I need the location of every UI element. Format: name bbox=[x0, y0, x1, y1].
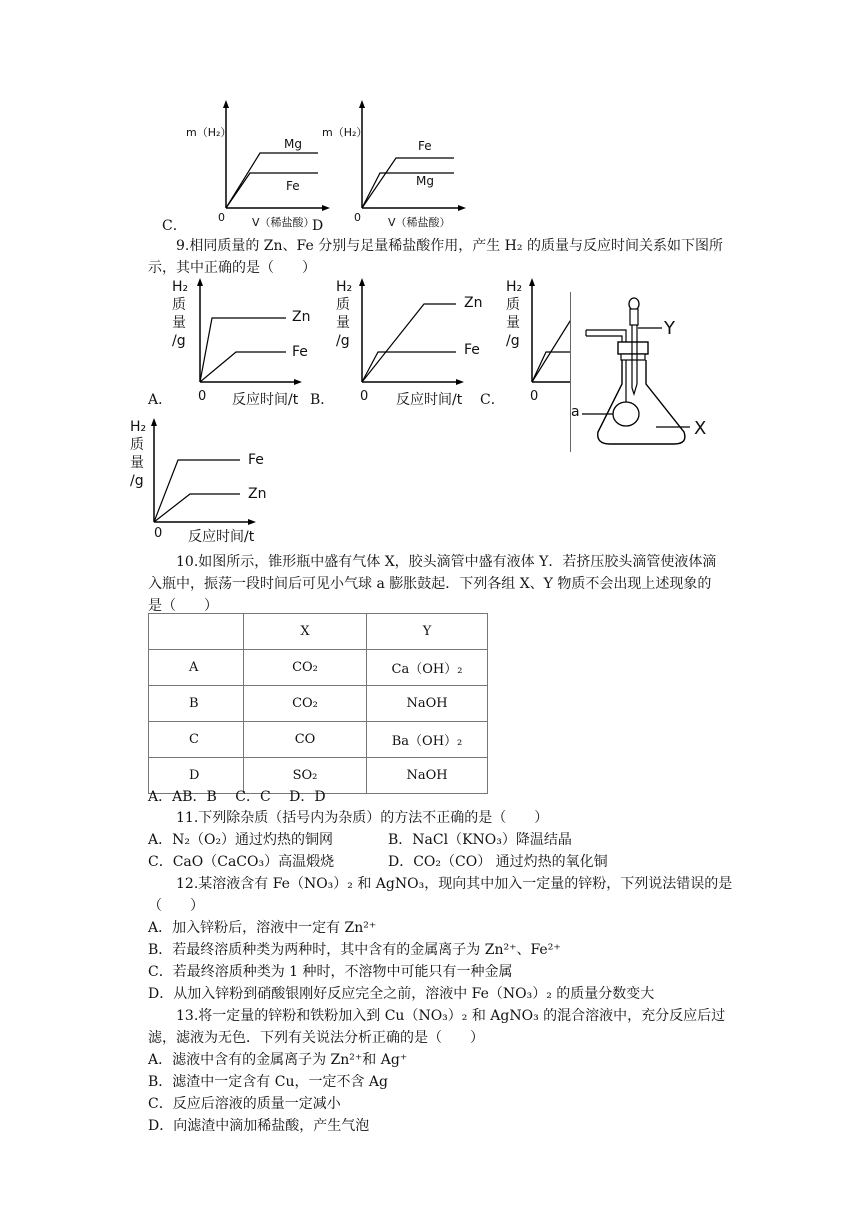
q9a-ylabel-zhi: 质 bbox=[172, 297, 186, 313]
table-cell: D bbox=[149, 758, 244, 794]
q9b-line-top: Zn bbox=[464, 295, 483, 311]
q10-answers: A．AB．B C．C D．D bbox=[148, 789, 326, 805]
q9a-xlabel: 反应时间/t bbox=[232, 392, 299, 408]
q8c-line-top: Mg bbox=[284, 137, 302, 151]
q10-table bbox=[148, 613, 488, 794]
q9c-ylabel-zhi: 质 bbox=[506, 297, 520, 313]
q9b-ylabel bbox=[336, 278, 352, 350]
table-header-cell bbox=[149, 614, 244, 650]
q8c-line-bottom: Fe bbox=[286, 179, 300, 193]
apparatus-y-label: Y bbox=[664, 318, 675, 339]
q9c-origin: 0 bbox=[530, 389, 539, 404]
q8-option-d: D bbox=[312, 218, 324, 234]
q9-stem-line2: 示，其中正确的是（ ） bbox=[148, 260, 316, 276]
q11-option-d: D．CO₂（CO） 通过灼热的氧化铜 bbox=[388, 854, 608, 870]
q9b-origin: 0 bbox=[360, 389, 369, 404]
q9a-origin: 0 bbox=[198, 389, 207, 404]
q11-option-c: C．CaO（CaCO₃）高温煅烧 bbox=[148, 854, 335, 870]
q8d-line-top: Fe bbox=[418, 139, 432, 153]
q9b-ylabel-g: /g bbox=[336, 333, 350, 349]
q8d-ylabel: m（H₂） bbox=[322, 126, 368, 139]
apparatus-figure bbox=[570, 292, 740, 452]
q9d-xlabel: 反应时间/t bbox=[188, 529, 255, 545]
q9d-ylabel-h2: H₂ bbox=[130, 419, 147, 435]
q10-stem-line2: 入瓶中，振荡一段时间后可见小气球 a 膨胀鼓起．下列各组 X、Y 物质不会出现上述现象的 bbox=[148, 576, 712, 592]
q9-option-b: B． bbox=[310, 392, 335, 408]
q9d-line-top: Fe bbox=[248, 452, 264, 468]
q9b-line-bottom: Fe bbox=[464, 342, 480, 358]
q8-graph-c bbox=[180, 98, 330, 230]
q13-stem-line1: 13.将一定量的锌粉和铁粉加入到 Cu（NO₃）₂ 和 AgNO₃ 的混合溶液中，充分反应后过 bbox=[176, 1008, 726, 1024]
table-cell: C bbox=[149, 722, 244, 758]
q9-graph-a-svg bbox=[166, 278, 316, 390]
q10-stem-line3: 是（ ） bbox=[148, 598, 218, 614]
q8d-xlabel: V（稀盐酸） bbox=[388, 216, 451, 229]
q9d-ylabel-liang: 量 bbox=[130, 455, 144, 471]
table-header-cell: Y bbox=[367, 614, 488, 650]
q13-option-a: A．滤液中含有的金属离子为 Zn²⁺和 Ag⁺ bbox=[148, 1052, 408, 1068]
table-cell: Ca（OH）₂ bbox=[367, 650, 488, 686]
table-row bbox=[149, 650, 488, 686]
table-cell: CO bbox=[244, 722, 367, 758]
q9b-ylabel-h2: H₂ bbox=[336, 279, 353, 295]
table-cell: CO₂ bbox=[244, 686, 367, 722]
q9c-ylabel-liang: 量 bbox=[506, 315, 520, 331]
q12-option-b: B．若最终溶质种类为两种时，其中含有的金属离子为 Zn²⁺、Fe²⁺ bbox=[148, 942, 561, 958]
table-cell: SO₂ bbox=[244, 758, 367, 794]
q8d-line-bottom: Mg bbox=[416, 174, 434, 188]
q13-option-b: B．滤渣中一定含有 Cu，一定不含 Ag bbox=[148, 1074, 388, 1090]
table-cell: Ba（OH）₂ bbox=[367, 722, 488, 758]
q9b-ylabel-liang: 量 bbox=[336, 315, 350, 331]
table-cell: B bbox=[149, 686, 244, 722]
table-row bbox=[149, 722, 488, 758]
q9c-ylabel bbox=[506, 278, 522, 350]
q9a-ylabel-liang: 量 bbox=[172, 315, 186, 331]
q13-option-c: C．反应后溶液的质量一定减小 bbox=[148, 1096, 341, 1112]
q12-stem-line2: （ ） bbox=[148, 898, 204, 914]
q9a-line-top: Zn bbox=[292, 309, 311, 325]
q9d-origin: 0 bbox=[154, 526, 163, 541]
q8-graph-d bbox=[316, 98, 466, 230]
q9c-ylabel-g: /g bbox=[506, 333, 520, 349]
q9a-ylabel-h2: H₂ bbox=[172, 279, 189, 295]
q9a-ylabel bbox=[172, 278, 188, 350]
apparatus-svg bbox=[570, 292, 740, 452]
q8d-origin: 0 bbox=[354, 211, 361, 224]
table-cell: NaOH bbox=[367, 686, 488, 722]
q11-stem: 11.下列除杂质（括号内为杂质）的方法不正确的是（ ） bbox=[176, 810, 549, 826]
q12-stem-line1: 12.某溶液含有 Fe（NO₃）₂ 和 AgNO₃，现向其中加入一定量的锌粉，下列说法错误的是 bbox=[176, 876, 733, 892]
q9-graph-a bbox=[166, 278, 316, 390]
q9-option-a: A． bbox=[148, 392, 173, 408]
table-cell: NaOH bbox=[367, 758, 488, 794]
q13-stem-line2: 滤，滤液为无色．下列有关说法分析正确的是（ ） bbox=[148, 1030, 484, 1046]
q11-option-a: A．N₂（O₂）通过灼热的铜网 bbox=[148, 832, 334, 848]
q11-option-b: B．NaCl（KNO₃）降温结晶 bbox=[388, 832, 572, 848]
q12-option-d: D．从加入锌粉到硝酸银刚好反应完全之前，溶液中 Fe（NO₃）₂ 的质量分数变大 bbox=[148, 986, 655, 1002]
q8c-xlabel: V（稀盐酸） bbox=[252, 216, 315, 229]
table-row bbox=[149, 614, 488, 650]
q9a-ylabel-g: /g bbox=[172, 333, 186, 349]
q9b-xlabel: 反应时间/t bbox=[396, 392, 463, 408]
table-row bbox=[149, 686, 488, 722]
q9d-ylabel bbox=[130, 418, 146, 490]
q8-graph-c-svg bbox=[180, 98, 330, 230]
apparatus-x-label: X bbox=[694, 418, 707, 439]
q9a-line-bottom: Fe bbox=[292, 344, 308, 360]
q9d-line-bottom: Zn bbox=[248, 486, 267, 502]
q9-option-c: C． bbox=[480, 392, 505, 408]
q8-graph-d-svg bbox=[316, 98, 466, 230]
table-cell: CO₂ bbox=[244, 650, 367, 686]
table-cell: A bbox=[149, 650, 244, 686]
q9-stem-line1: 9.相同质量的 Zn、Fe 分别与足量稀盐酸作用，产生 H₂ 的质量与反应时间关系如下图所 bbox=[176, 238, 723, 254]
q12-option-c: C．若最终溶质种类为 1 种时，不溶物中可能只有一种金属 bbox=[148, 964, 513, 980]
q13-option-d: D．向滤渣中滴加稀盐酸，产生气泡 bbox=[148, 1118, 370, 1134]
table-header-cell: X bbox=[244, 614, 367, 650]
q8c-ylabel: m（H₂） bbox=[186, 126, 232, 139]
apparatus-a-label: a bbox=[571, 404, 580, 420]
q9d-ylabel-zhi: 质 bbox=[130, 437, 144, 453]
q9c-ylabel-h2: H₂ bbox=[506, 279, 523, 295]
q9b-ylabel-zhi: 质 bbox=[336, 297, 350, 313]
q9d-ylabel-g: /g bbox=[130, 473, 144, 489]
q10-stem-line1: 10.如图所示，锥形瓶中盛有气体 X，胶头滴管中盛有液体 Y．若挤压胶头滴管使液体滴 bbox=[176, 554, 717, 570]
q12-option-a: A．加入锌粉后，溶液中一定有 Zn²⁺ bbox=[148, 920, 377, 936]
q8-option-c: C． bbox=[162, 218, 187, 234]
q8c-origin: 0 bbox=[218, 211, 225, 224]
